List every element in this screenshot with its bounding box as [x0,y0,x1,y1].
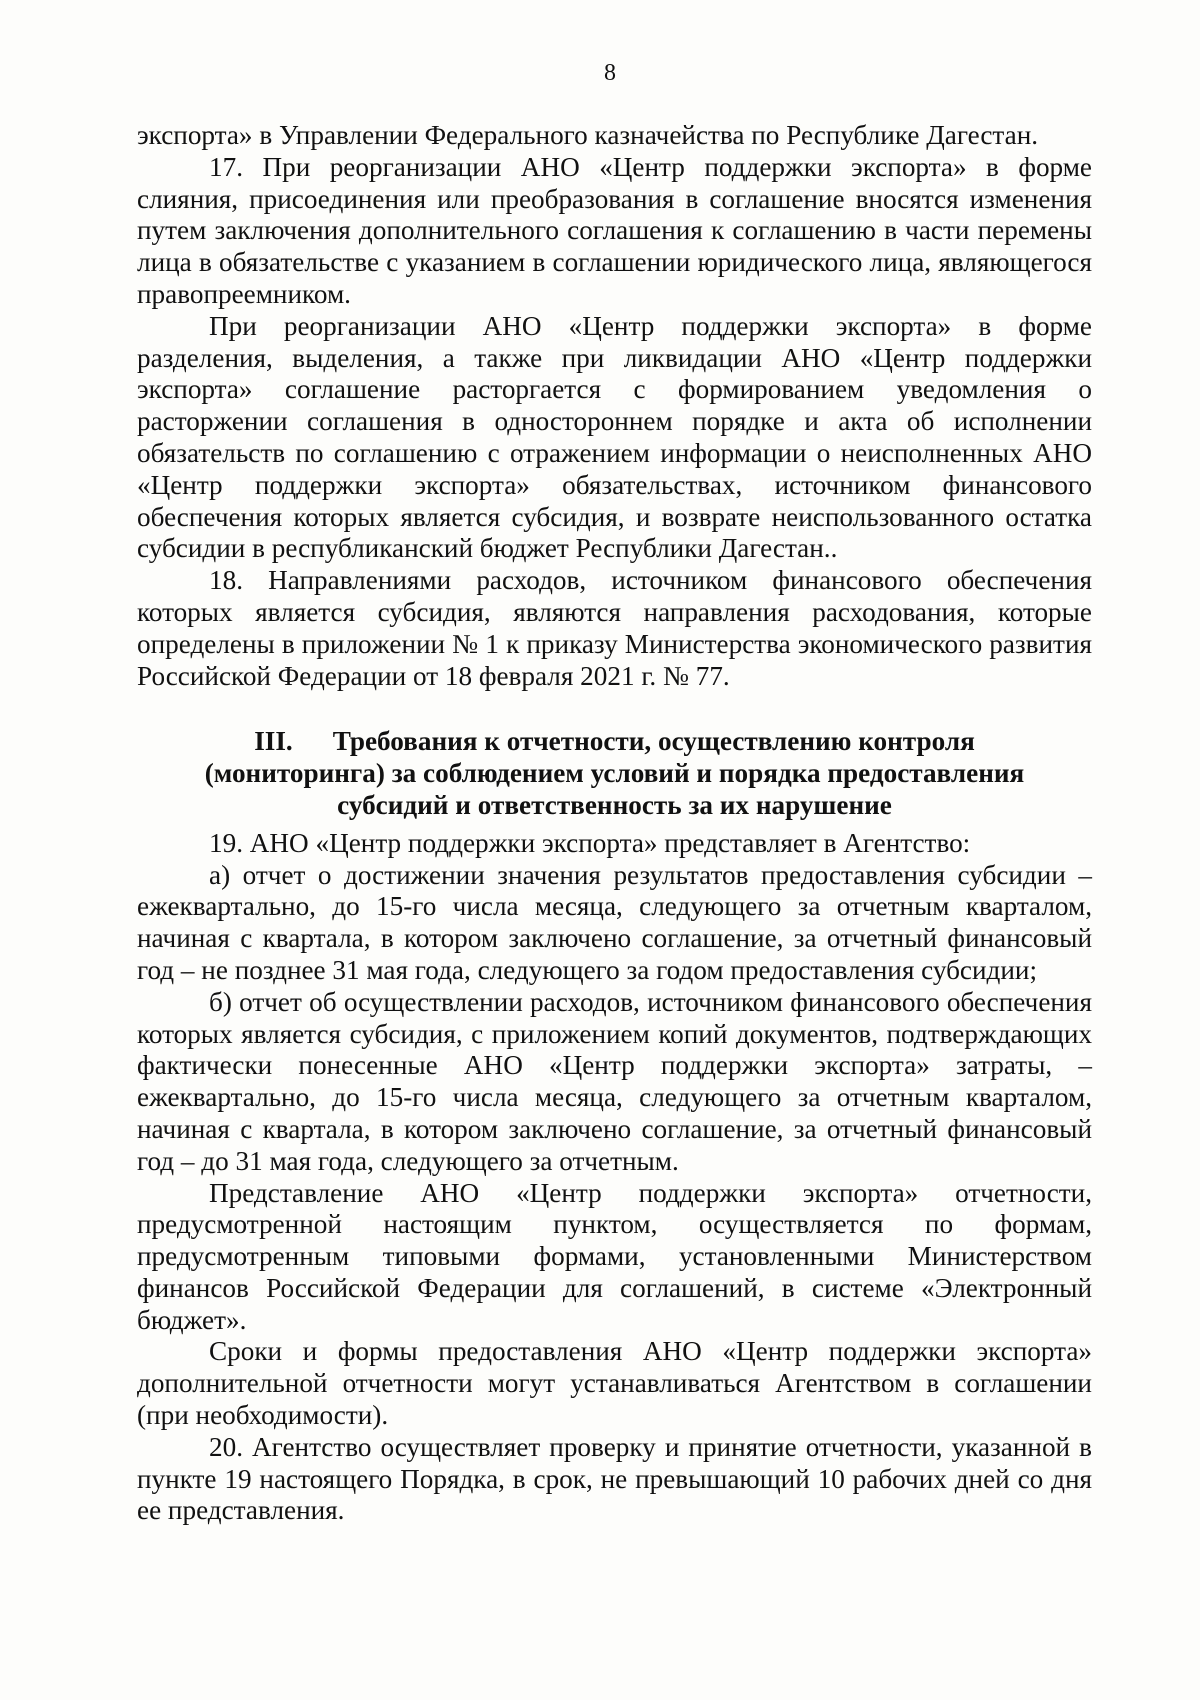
paragraph-reorganization: При реорганизации АНО «Центр поддержки экспорта» в форме разделения, выделения, а также при ликвидации АНО «Центр поддержки экспорта» соглашение расторгается с формированием уведомления о расторжении соглашения в одностороннем порядке и акта об исполнении обязательств по соглашению с отражением информации о неисполненных АНО «Центр поддержки экспорта» обязательствах, источником финансового обеспечения которых является субсидия, и возврате неиспользованного остатка субсидии в республиканский бюджет Республики Дагестан.. [137,310,1092,564]
paragraph-item-20: 20. Агентство осуществляет проверку и принятие отчетности, указанной в пункте 19 настоящего Порядка, в срок, не превышающий 10 рабочих дней со дня ее представления. [137,1431,1092,1526]
paragraph-item-19-a: а) отчет о достижении значения результатов предоставления субсидии – ежеквартально, до 15-го числа месяца, следующего за отчетным кварталом, начиная с квартала, в котором заключено соглашение, за отчетный финансовый год – не позднее 31 мая года, следующего за годом предоставления субсидии; [137,859,1092,985]
paragraph-item-19: 19. АНО «Центр поддержки экспорта» представляет в Агентство: [209,827,971,858]
paragraph-item-17: 17. При реорганизации АНО «Центр поддержки экспорта» в форме слияния, присоединения или преобразования в соглашение вносятся изменения путем заключения дополнительного соглашения к соглашению в части перемены лица в обязательстве с указанием в соглашении юридического лица, являющегося правопреемником. [137,151,1092,309]
section-title-line-3: субсидий и ответственность за их нарушение [337,789,892,820]
paragraph-item-18: 18. Направлениями расходов, источником финансового обеспечения которых является субсидия, являются направления расходования, которые определены в приложении № 1 к приказу Министерства экономического развития Российской Федерации от 18 февраля 2021 г. № 77. [137,565,1092,691]
document-body [137,120,1092,1527]
section-number: III. [254,726,293,757]
section-heading [137,726,1092,821]
paragraph-additional-reporting: Сроки и формы предоставления АНО «Центр поддержки экспорта» дополнительной отчетности могут устанавливаться Агентством в соглашении (при необходимости). [137,1336,1092,1431]
section-title-line-2: (мониторинга) за соблюдением условий и порядка предоставления [204,758,1025,789]
section-title-text-1: Требования к отчетности, осуществлению контроля [332,726,975,757]
page-number: 8 [604,60,616,86]
paragraph-continuation: экспорта» в Управлении Федерального казначейства по Республике Дагестан. [137,120,1039,150]
section-title-line-1 [137,726,1092,758]
paragraph-reporting-forms: Представление АНО «Центр поддержки экспорта» отчетности, предусмотренной настоящим пунктом, осуществляется по формам, предусмотренным типовыми формами, установленными Министерством финансов Российской Федерации для соглашений, в системе «Электронный бюджет». [137,1177,1092,1335]
paragraph-item-19-b: б) отчет об осуществлении расходов, источником финансового обеспечения которых является субсидия, с приложением копий документов, подтверждающих фактически понесенные АНО «Центр поддержки экспорта» затраты, – ежеквартально, до 15-го числа месяца, следующего за отчетным кварталом, начиная с квартала, в котором заключено соглашение, за отчетный финансовый год – до 31 мая года, следующего за отчетным. [137,986,1092,1176]
